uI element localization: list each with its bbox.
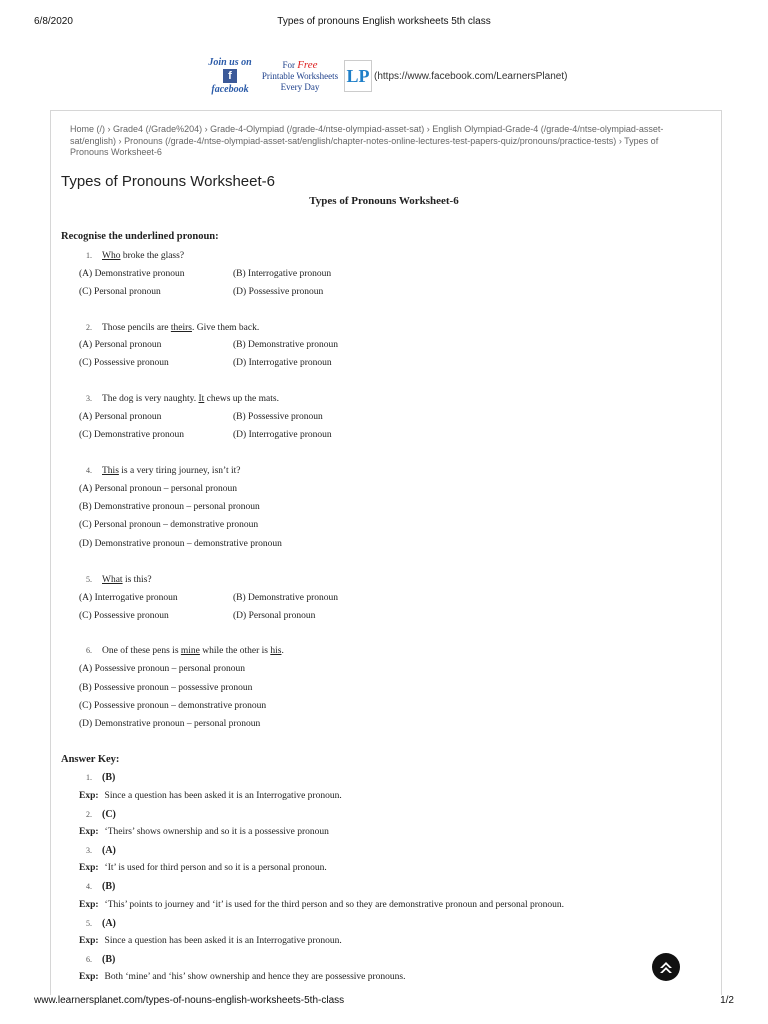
answer-number: 3.: [86, 846, 92, 855]
answer-4: [86, 881, 115, 892]
tagline-line3: Every Day: [280, 81, 320, 92]
chevron-up-circle-icon: [656, 957, 676, 977]
question-number: 6.: [86, 646, 92, 655]
question-4: [86, 466, 241, 476]
breadcrumb-separator: ›: [426, 124, 430, 134]
answer-value: (B): [102, 772, 116, 783]
underlined-pronoun: theirs: [170, 323, 192, 333]
answer-value: (B): [102, 881, 116, 892]
q3-option-a: (A) Personal pronoun: [79, 412, 162, 422]
q3-option-c: (C) Demonstrative pronoun: [79, 430, 185, 440]
question-text: broke the glass?: [120, 251, 185, 261]
question-number: 2.: [86, 323, 92, 332]
q3-option-d: (D) Interrogative pronoun: [233, 430, 332, 440]
facebook-banner[interactable]: [206, 56, 567, 96]
underlined-pronoun: his: [270, 646, 282, 656]
q6-option-d: (D) Demonstrative pronoun – personal pronoun: [79, 719, 261, 729]
learners-planet-mark-icon: LP: [346, 65, 370, 86]
answer-key-heading: Answer Key:: [61, 754, 120, 765]
learners-planet-logo[interactable]: [344, 60, 372, 92]
q3-option-b: (B) Possessive pronoun: [233, 412, 323, 422]
exp-label: Exp:: [79, 900, 99, 910]
exp-label: Exp:: [79, 936, 99, 946]
facebook-icon: f: [223, 69, 237, 83]
question-6: [86, 646, 284, 656]
question-number: 5.: [86, 575, 92, 584]
underlined-pronoun: What: [102, 575, 123, 585]
worksheet-title: Types of Pronouns Worksheet-6: [309, 195, 459, 207]
q2-option-b: (B) Demonstrative pronoun: [233, 340, 339, 350]
q1-option-d: (D) Possessive pronoun: [233, 287, 324, 297]
question-text: The dog is very naughty.: [102, 394, 199, 404]
underlined-pronoun: It: [198, 394, 205, 404]
explanation-text: ‘This’ points to journey and ‘it’ is used for the third person and so they are demonstrative pronoun and personal pronoun.: [104, 900, 565, 910]
explanation-text: Since a question has been asked it is an Interrogative pronoun.: [104, 791, 342, 801]
answer-value: (A): [102, 845, 116, 856]
explanation-6: [79, 972, 406, 982]
breadcrumb-separator: ›: [618, 135, 622, 146]
q4-option-b: (B) Demonstrative pronoun – personal pronoun: [79, 502, 260, 512]
question-text: .: [281, 646, 284, 656]
print-date: 6/8/2020: [34, 16, 73, 27]
explanation-text: Both ‘mine’ and ‘his’ show ownership and hence they are possessive pronouns.: [104, 972, 406, 982]
q5-option-a: (A) Interrogative pronoun: [79, 593, 178, 603]
footer-url[interactable]: www.learnersplanet.com/types-of-nouns-english-worksheets-5th-class: [34, 995, 345, 1006]
breadcrumb-grade4[interactable]: Grade4 (/Grade%204): [113, 124, 203, 134]
q2-option-a: (A) Personal pronoun: [79, 340, 162, 350]
question-3: [86, 394, 279, 404]
facebook-url-link[interactable]: (https://www.facebook.com/LearnersPlanet): [374, 70, 568, 82]
question-text: while the other is: [199, 646, 271, 656]
q2-option-d: (D) Interrogative pronoun: [233, 358, 332, 368]
answer-number: 2.: [86, 810, 92, 819]
answer-6: [86, 954, 115, 965]
explanation-text: ‘It’ is used for third person and so it is a personal pronoun.: [104, 863, 327, 873]
q2-option-c: (C) Possessive pronoun: [79, 358, 169, 368]
page-title: Types of Pronouns Worksheet-6: [61, 173, 275, 190]
join-line2: facebook: [211, 84, 249, 95]
join-line1: Join us on: [208, 57, 252, 68]
answer-3: [86, 845, 116, 856]
q4-option-c: (C) Personal pronoun – demonstrative pronoun: [79, 520, 259, 530]
breadcrumb-separator: ›: [204, 124, 208, 134]
free-text: Free: [297, 58, 318, 71]
join-facebook-graphic[interactable]: [206, 57, 254, 95]
q1-option-b: (B) Interrogative pronoun: [233, 269, 332, 279]
q5-option-b: (B) Demonstrative pronoun: [233, 593, 339, 603]
question-number: 1.: [86, 251, 92, 260]
answer-number: 1.: [86, 773, 92, 782]
breadcrumb-home[interactable]: Home (/): [70, 124, 106, 134]
print-title: Types of pronouns English worksheets 5th class: [277, 16, 491, 27]
question-text: is a very tiring journey, isn’t it?: [118, 466, 241, 476]
q5-option-c: (C) Possessive pronoun: [79, 611, 169, 621]
explanation-text: ‘Theirs’ shows ownership and so it is a possessive pronoun: [104, 827, 329, 837]
explanation-text: Since a question has been asked it is an Interrogative pronoun.: [104, 936, 342, 946]
exp-label: Exp:: [79, 863, 99, 873]
question-text: . Give them back.: [191, 323, 260, 333]
for-text: For: [282, 59, 295, 70]
q6-option-a: (A) Possessive pronoun – personal pronoun: [79, 664, 245, 674]
breadcrumb: [70, 124, 680, 159]
breadcrumb-separator: ›: [118, 135, 122, 146]
print-footer: [34, 995, 734, 1006]
answer-1: [86, 772, 115, 783]
explanation-4: [79, 900, 564, 910]
question-text: chews up the mats.: [204, 394, 279, 404]
answer-2: [86, 809, 116, 820]
question-1: [86, 251, 184, 261]
q5-option-d: (D) Personal pronoun: [233, 611, 316, 621]
exp-label: Exp:: [79, 972, 99, 982]
answer-value: (B): [102, 954, 116, 965]
explanation-5: [79, 936, 342, 946]
q1-option-c: (C) Personal pronoun: [79, 287, 161, 297]
q6-option-b: (B) Possessive pronoun – possessive pronoun: [79, 683, 253, 693]
exp-label: Exp:: [79, 827, 99, 837]
breadcrumb-olympiad[interactable]: Grade-4-Olympiad (/grade-4/ntse-olympiad-asset-sat): [210, 124, 425, 134]
print-header: [34, 16, 734, 30]
exp-label: Exp:: [79, 791, 99, 801]
answer-value: (C): [102, 809, 116, 820]
underlined-pronoun: mine: [180, 646, 200, 656]
underlined-pronoun: Who: [102, 251, 121, 261]
question-text: is this?: [122, 575, 152, 585]
page-number: 1/2: [720, 995, 734, 1006]
question-2: [86, 323, 259, 333]
breadcrumb-separator: ›: [107, 124, 111, 134]
answer-number: 5.: [86, 919, 92, 928]
question-number: 3.: [86, 394, 92, 403]
breadcrumb-pronouns[interactable]: Pronouns (/grade-4/ntse-olympiad-asset-sat/english/chapter-notes-online-lectures-test-papers-quiz/pronouns/practice-tests): [124, 135, 617, 146]
q6-option-c: (C) Possessive pronoun – demonstrative pronoun: [79, 701, 267, 711]
explanation-1: [79, 791, 342, 801]
instruction-heading: Recognise the underlined pronoun:: [61, 231, 219, 242]
answer-value: (A): [102, 918, 116, 929]
q4-option-a: (A) Personal pronoun – personal pronoun: [79, 484, 238, 494]
tagline-line2: Printable Worksheets: [261, 70, 339, 81]
breadcrumb-current: Types of Pronouns Worksheet-6: [70, 135, 659, 157]
answer-number: 6.: [86, 955, 92, 964]
q1-option-a: (A) Demonstrative pronoun: [79, 269, 185, 279]
q4-option-d: (D) Demonstrative pronoun – demonstrative pronoun: [79, 539, 282, 549]
breadcrumb-english[interactable]: English Olympiad-Grade-4 (/grade-4/ntse-olympiad-asset-sat/english): [70, 124, 664, 146]
free-worksheets-tagline: [260, 60, 340, 93]
question-text: One of these pens is: [102, 646, 181, 656]
underlined-pronoun: This: [102, 466, 119, 476]
answer-number: 4.: [86, 882, 92, 891]
question-number: 4.: [86, 466, 92, 475]
answer-5: [86, 918, 116, 929]
explanation-3: [79, 863, 327, 873]
scroll-to-top-button[interactable]: [652, 953, 680, 981]
explanation-2: [79, 827, 329, 837]
question-5: [86, 575, 152, 585]
question-text: Those pencils are: [102, 323, 171, 333]
